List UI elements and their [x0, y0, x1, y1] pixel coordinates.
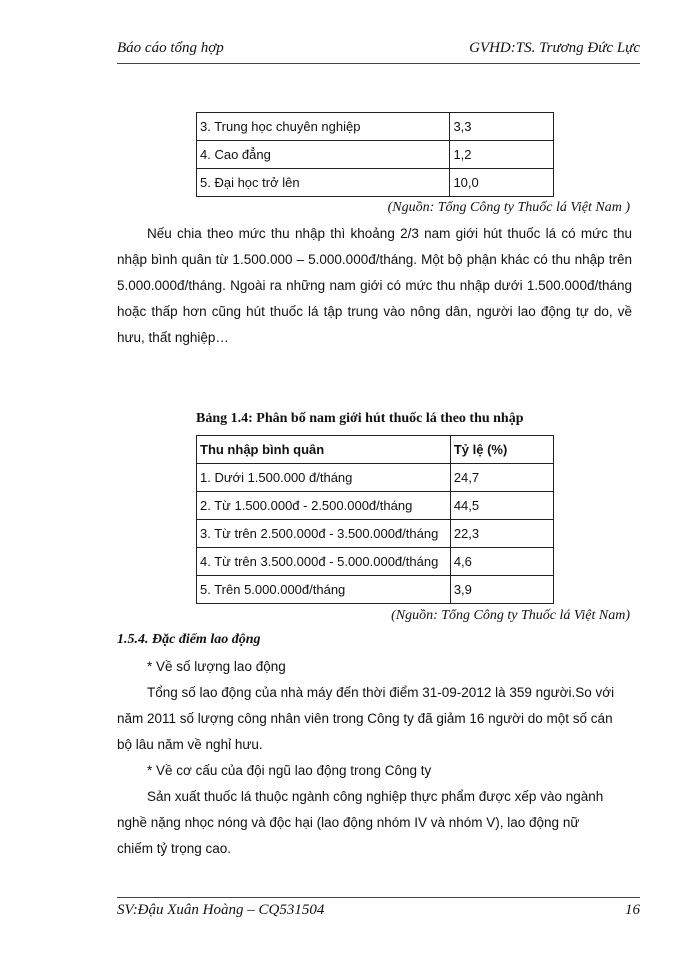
footer-rule: [117, 897, 640, 898]
table-cell: 4,6: [450, 548, 553, 576]
column-header-ratio: Tỷ lệ (%): [450, 436, 553, 464]
page-footer: [117, 902, 640, 924]
table-header-row: [197, 436, 554, 464]
table-row: [197, 548, 554, 576]
labor-count-line-1: Tổng số lao động của nhà máy đến thời điểm 31-09-2012 là 359 người.So với: [147, 685, 615, 700]
table-cell: 3. Trung học chuyên nghiệp: [197, 113, 450, 141]
education-table-continued: [196, 112, 554, 197]
table-cell: 5. Đại học trở lên: [197, 169, 450, 197]
table-cell: 3,9: [450, 576, 553, 604]
footer-student: SV:Đậu Xuân Hoàng – CQ531504: [117, 902, 325, 918]
section-heading: 1.5.4. Đặc điểm lao động: [117, 632, 261, 647]
labor-count-line-2: năm 2011 số lượng công nhân viên trong Công ty đã giảm 16 người do một số cán: [117, 711, 613, 726]
table-cell: 22,3: [450, 520, 553, 548]
table-row: [197, 576, 554, 604]
table-row: [197, 141, 554, 169]
table1-source-note: (Nguồn: Tổng Công ty Thuốc lá Việt Nam ): [387, 200, 630, 215]
header-rule: [117, 63, 640, 64]
table-row: [197, 113, 554, 141]
table-cell: 10,0: [450, 169, 554, 197]
table-cell: 3,3: [450, 113, 554, 141]
table-cell: 3. Từ trên 2.500.000đ - 3.500.000đ/tháng: [197, 520, 451, 548]
subheading-labor-structure: * Về cơ cấu của đội ngũ lao động trong Công ty: [147, 763, 432, 778]
table-cell: 4. Từ trên 3.500.000đ - 5.000.000đ/tháng: [197, 548, 451, 576]
header-supervisor: GVHD:TS. Trương Đức Lực: [469, 40, 640, 56]
income-paragraph: [117, 221, 632, 351]
labor-structure-line-1: Sản xuất thuốc lá thuộc ngành công nghiệp thực phẩm được xếp vào ngành: [147, 789, 604, 804]
table-cell: 1,2: [450, 141, 554, 169]
table-row: [197, 520, 554, 548]
subheading-labor-count: * Về số lượng lao động: [147, 659, 286, 674]
table-row: [197, 169, 554, 197]
table-row: [197, 464, 554, 492]
column-header-income: Thu nhập bình quân: [197, 436, 451, 464]
table2-source-note: (Nguồn: Tổng Công ty Thuốc lá Việt Nam): [391, 608, 630, 623]
table-cell: 24,7: [450, 464, 553, 492]
labor-count-line-3: bộ lâu năm về nghỉ hưu.: [117, 737, 263, 752]
page-header: [117, 40, 640, 62]
table-row: [197, 492, 554, 520]
table-cell: 4. Cao đẳng: [197, 141, 450, 169]
table-cell: 5. Trên 5.000.000đ/tháng: [197, 576, 451, 604]
header-report-title: Báo cáo tổng hợp: [117, 40, 224, 56]
page-number: 16: [625, 902, 640, 918]
labor-structure-line-3: chiếm tỷ trọng cao.: [117, 841, 232, 856]
labor-structure-line-2: nghề nặng nhọc nóng và độc hại (lao động nhóm IV và nhóm V), lao động nữ: [117, 815, 580, 830]
income-distribution-table: [196, 435, 554, 604]
table2-caption: Bảng 1.4: Phân bố nam giới hút thuốc lá theo thu nhập: [196, 411, 524, 426]
table-cell: 1. Dưới 1.500.000 đ/tháng: [197, 464, 451, 492]
table-cell: 2. Từ 1.500.000đ - 2.500.000đ/tháng: [197, 492, 451, 520]
paragraph-text: Nếu chia theo mức thu nhập thì khoảng 2/3 nam giới hút thuốc lá có mức thu nhập bình quân từ 1.500.000 – 5.000.000đ/tháng. Một bộ phận khác có thu nhập trên 5.000.000đ/tháng. Ngoài ra những nam giới có mức thu nhập dưới 1.500.000đ/tháng hoặc thấp hơn cũng hút thuốc lá tập trung vào nông dân, người lao động tự do, về hưu, thất nghiệp…: [117, 226, 632, 345]
table-cell: 44,5: [450, 492, 553, 520]
